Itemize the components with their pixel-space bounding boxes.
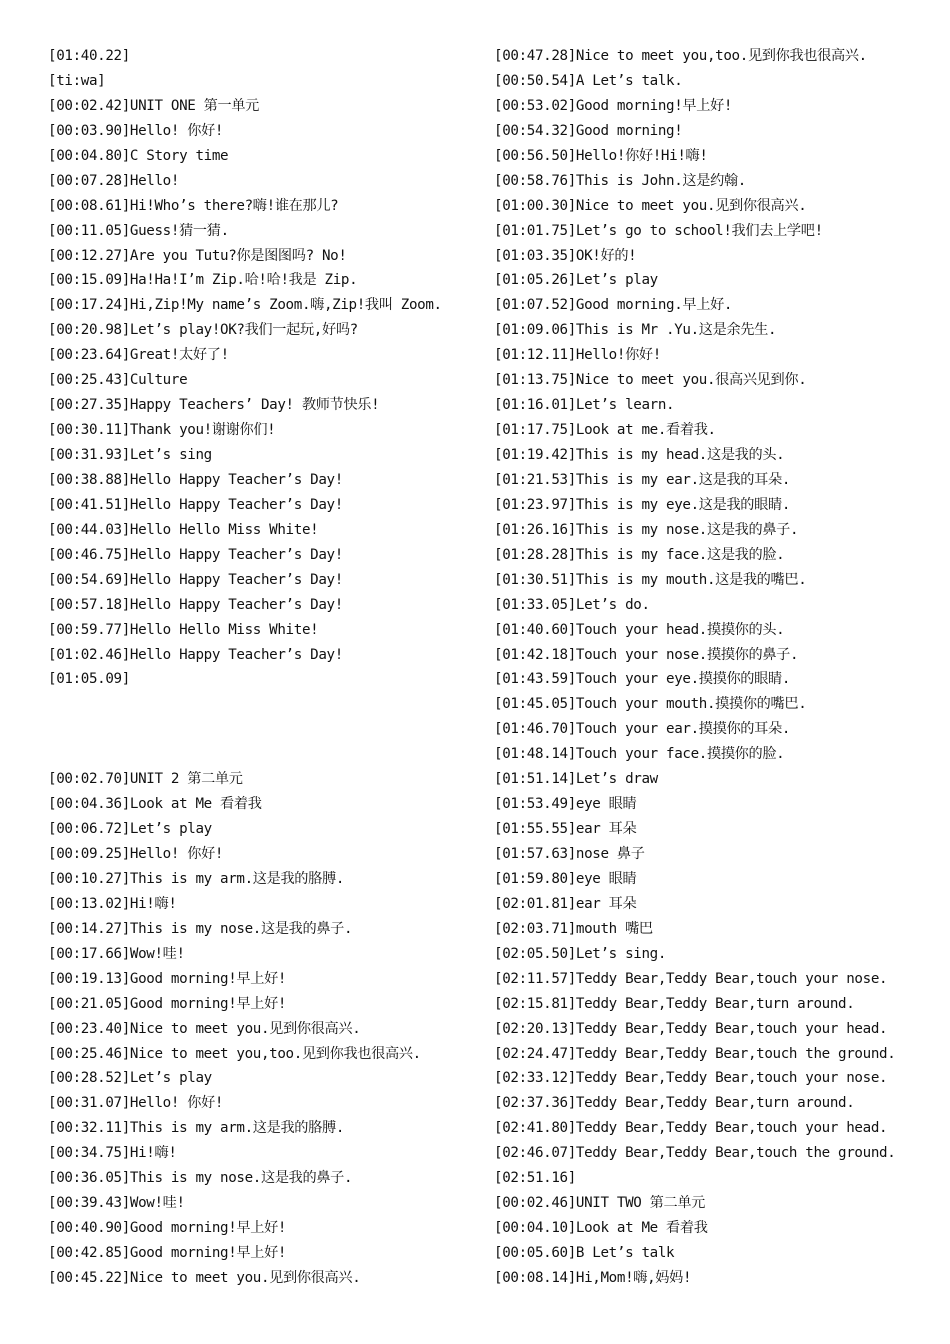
lyric-line: [01:13.75]Nice to meet you.很高兴见到你. [494,372,807,389]
lyric-line: [00:05.60]B Let’s talk [494,1245,675,1261]
left-column-part2 [48,767,488,1291]
lyric-line: [00:41.51]Hello Happy Teacher’s Day! [48,496,343,513]
lyric-line: [00:04.80]C Story time [48,147,229,164]
lyric-line: [00:56.50]Hello!你好!Hi!嗨! [494,147,708,164]
lyric-line: [00:31.93]Let’s sing [48,447,212,463]
lyric-line: [00:06.72]Let’s play [48,821,212,838]
lyric-line: [01:40.60]Touch your head.摸摸你的头. [494,621,785,638]
lyric-line: [01:55.55]ear 耳朵 [494,821,637,838]
lyric-line: [00:40.90]Good morning!早上好! [48,1220,287,1237]
lyric-line: [01:42.18]Touch your nose.摸摸你的鼻子. [494,646,799,663]
lyric-line: [01:21.53]This is my ear.这是我的耳朵. [494,471,791,488]
lyric-line: [02:11.57]Teddy Bear,Teddy Bear,touch your nose. [494,970,888,987]
right-column [494,44,942,1291]
lyric-line: [01:46.70]Touch your ear.摸摸你的耳朵. [494,721,791,738]
lyric-line: [00:08.61]Hi!Who’s there?嗨!谁在那儿? [48,197,339,214]
lyric-line: [01:03.35]OK!好的! [494,247,637,264]
lyric-line: [00:11.05]Guess!猜一猜. [48,222,229,239]
lyric-line: [02:24.47]Teddy Bear,Teddy Bear,touch the ground. [494,1045,896,1062]
lyric-line: [02:01.81]ear 耳朵 [494,895,637,912]
lyric-line: [02:20.13]Teddy Bear,Teddy Bear,touch your head. [494,1020,888,1037]
lyric-line: [00:30.11]Thank you!谢谢你们! [48,422,276,439]
lyric-line: [01:07.52]Good morning.早上好. [494,297,733,314]
lyric-line: [ti:wa] [48,72,106,89]
lyric-line: [00:42.85]Good morning!早上好! [48,1245,287,1262]
lyric-line: [01:00.30]Nice to meet you.见到你很高兴. [494,197,807,214]
lyric-line: [00:38.88]Hello Happy Teacher’s Day! [48,471,343,488]
lyric-line: [00:02.42]UNIT ONE 第一单元 [48,97,259,114]
lyric-line: [01:05.09] [48,671,130,688]
right-column-lines [494,44,942,1291]
lyric-line: [01:09.06]This is Mr .Yu.这是余先生. [494,322,777,339]
left-column [48,44,488,1291]
lyric-line: [00:08.14]Hi,Mom!嗨,妈妈! [494,1269,692,1286]
lyric-line: [01:28.28]This is my face.这是我的脸. [494,546,785,563]
lyric-line: [00:54.69]Hello Happy Teacher’s Day! [48,571,343,588]
lyric-line: [00:20.98]Let’s play!OK?我们一起玩,好吗? [48,322,358,339]
lyric-line: [00:25.46]Nice to meet you,too.见到你我也很高兴. [48,1045,421,1062]
lyric-line: [00:36.05]This is my nose.这是我的鼻子. [48,1170,353,1187]
lyric-line: [00:47.28]Nice to meet you,too.见到你我也很高兴. [494,48,867,64]
left-column-part1 [48,44,488,692]
lyric-line: [02:05.50]Let’s sing. [494,945,667,962]
lyric-line: [00:50.54]A Let’s talk. [494,72,683,89]
lyric-line: [01:17.75]Look at me.看着我. [494,422,716,439]
lyric-line: [00:02.46]UNIT TWO 第二单元 [494,1195,705,1212]
lyric-line: [00:13.02]Hi!嗨! [48,895,177,912]
lyric-line: [01:59.80]eye 眼睛 [494,870,637,887]
lyric-line: [00:46.75]Hello Happy Teacher’s Day! [48,546,343,563]
lyric-line: [02:46.07]Teddy Bear,Teddy Bear,touch the ground. [494,1145,896,1162]
lyric-line: [00:19.13]Good morning!早上好! [48,970,287,987]
lyric-line: [01:02.46]Hello Happy Teacher’s Day! [48,646,343,663]
lyric-line: [00:17.66]Wow!哇! [48,945,185,962]
blank-gap [48,692,488,767]
lyric-line: [00:58.76]This is John.这是约翰. [494,172,746,189]
lyric-line: [02:03.71]mouth 嘴巴 [494,920,653,937]
lyric-line: [00:25.43]Culture [48,372,188,389]
lyric-line: [00:02.70]UNIT 2 第二单元 [48,771,243,788]
lyric-line: [01:19.42]This is my head.这是我的头. [494,447,785,463]
lyric-line: [02:37.36]Teddy Bear,Teddy Bear,turn around. [494,1095,855,1112]
lyric-line: [01:57.63]nose 鼻子 [494,846,645,862]
lyric-line: [01:40.22] [48,48,130,64]
lyric-line: [01:33.05]Let’s do. [494,596,650,613]
lyric-line: [01:23.97]This is my eye.这是我的眼睛. [494,496,791,513]
lyric-line: [00:04.36]Look at Me 看着我 [48,796,262,813]
lyric-line: [00:12.27]Are you Tutu?你是图图吗? No! [48,247,347,264]
lyric-line: [00:23.64]Great!太好了! [48,347,229,364]
lyric-line: [01:05.26]Let’s play [494,272,658,289]
lyric-line: [01:30.51]This is my mouth.这是我的嘴巴. [494,571,807,588]
lyric-line: [01:43.59]Touch your eye.摸摸你的眼睛. [494,671,791,688]
lyric-line: [01:53.49]eye 眼睛 [494,796,637,813]
lyric-line: [01:48.14]Touch your face.摸摸你的脸. [494,746,785,763]
lyric-line: [01:01.75]Let’s go to school!我们去上学吧! [494,222,823,239]
lyric-line: [01:12.11]Hello!你好! [494,347,661,364]
lyric-line: [02:51.16] [494,1170,576,1187]
lyric-line: [00:10.27]This is my arm.这是我的胳膊. [48,870,345,887]
lyric-line: [00:59.77]Hello Hello Miss White! [48,621,319,638]
lyric-line: [00:15.09]Ha!Ha!I’m Zip.哈!哈!我是 Zip. [48,272,358,289]
lyric-line: [00:21.05]Good morning!早上好! [48,995,287,1012]
lyric-line: [01:51.14]Let’s draw [494,771,658,788]
lyric-line: [00:04.10]Look at Me 看着我 [494,1220,708,1237]
lyric-line: [00:53.02]Good morning!早上好! [494,97,733,114]
lyric-line: [00:23.40]Nice to meet you.见到你很高兴. [48,1020,361,1037]
lyric-line: [00:45.22]Nice to meet you.见到你很高兴. [48,1269,361,1286]
lyric-line: [00:32.11]This is my arm.这是我的胳膊. [48,1120,345,1137]
lyric-line: [02:41.80]Teddy Bear,Teddy Bear,touch your head. [494,1120,888,1137]
lyric-line: [00:17.24]Hi,Zip!My name’s Zoom.嗨,Zip!我叫 Zoom. [48,297,442,314]
lyric-line: [00:34.75]Hi!嗨! [48,1145,177,1162]
lyric-line: [01:26.16]This is my nose.这是我的鼻子. [494,521,799,538]
lyric-line: [02:15.81]Teddy Bear,Teddy Bear,turn around. [494,995,855,1012]
lyric-line: [02:33.12]Teddy Bear,Teddy Bear,touch your nose. [494,1070,888,1087]
lyric-line: [00:09.25]Hello! 你好! [48,846,224,863]
lyric-line: [00:14.27]This is my nose.这是我的鼻子. [48,920,353,937]
lyric-line: [01:16.01]Let’s learn. [494,397,675,414]
lyric-line: [00:39.43]Wow!哇! [48,1195,185,1212]
lyric-line: [00:28.52]Let’s play [48,1070,212,1087]
lyric-line: [01:45.05]Touch your mouth.摸摸你的嘴巴. [494,696,807,713]
lyric-line: [00:07.28]Hello! [48,172,180,189]
lyric-line: [00:44.03]Hello Hello Miss White! [48,521,319,538]
lyric-line: [00:57.18]Hello Happy Teacher’s Day! [48,596,343,613]
lyric-line: [00:03.90]Hello! 你好! [48,122,224,139]
lyric-line: [00:27.35]Happy Teachers’ Day! 教师节快乐! [48,397,380,414]
lyric-line: [00:31.07]Hello! 你好! [48,1095,224,1112]
lyric-line: [00:54.32]Good morning! [494,122,683,139]
